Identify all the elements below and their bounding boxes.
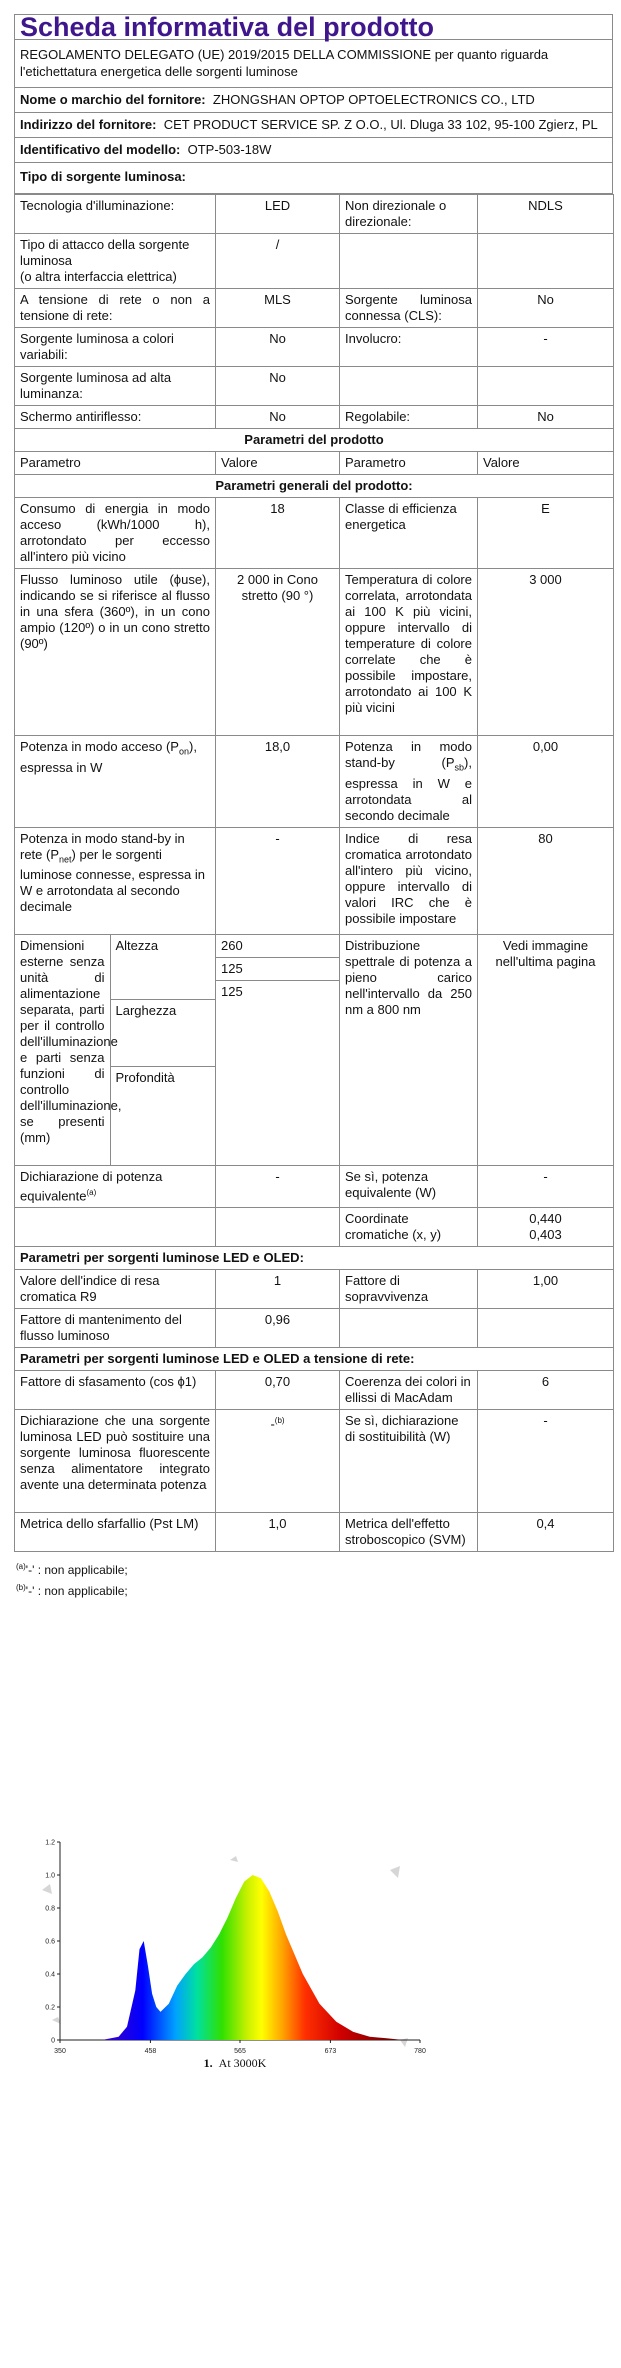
tech-value: LED [216, 195, 340, 234]
equiv-label: Dichiarazione di potenza equivalente$^{(a)}$ [15, 1165, 216, 1207]
table-row [15, 289, 614, 328]
table-row [15, 827, 614, 934]
glare-value: No [216, 406, 340, 429]
col-header: Valore [216, 452, 340, 475]
y-tick-label: 1.0 [45, 1872, 55, 1880]
dimmable-value: No [478, 406, 614, 429]
address-label: Indirizzo del fornitore: [20, 117, 157, 132]
supplier-label: Nome o marchio del fornitore: [20, 92, 206, 107]
cct-label: Temperatura di colore correlata, arrotondata ai 100 K più vicini, oppure intervallo di temperature di colore correlate che è possibile impostare, arrotondato ai 100 K più vicini [340, 569, 478, 736]
y-tick-label: 1.2 [45, 1839, 55, 1847]
dimensions-subtable [15, 935, 215, 1165]
table-row [15, 1512, 614, 1551]
general-header: Parametri generali del prodotto: [15, 475, 614, 498]
spd-value: Vedi immagine nell'ultima pagina [478, 934, 614, 1165]
parameters-table [14, 194, 614, 1552]
cap-label-2: (o altra interfaccia elettrica) [20, 269, 177, 284]
pnet-label: Potenza in modo stand-by in rete $(P_{net})$ per le sorgenti luminose connesse, espressa in W e arrotondata al secondo decimale [15, 827, 216, 934]
width-label: Larghezza [110, 1000, 215, 1067]
tech-label: Tecnologia d'illuminazione: [15, 195, 216, 234]
address-value: CET PRODUCT SERVICE SP. Z O.O., Ul. Dluga 33 102, 95-100 Zgierz, PL [163, 117, 598, 132]
envelope-label: Involucro: [340, 328, 478, 367]
caption-text: At 3000K [218, 2056, 267, 2070]
pon-value: 18,0 [216, 736, 340, 828]
cls-value: No [478, 289, 614, 328]
r9-label: Valore dell'indice di resa cromatica R9 [15, 1269, 216, 1308]
x-tick-label: 458 [144, 2048, 157, 2055]
table-row [15, 1409, 614, 1512]
high-luminance-label: Sorgente luminosa ad alta luminanza: [15, 367, 216, 406]
flux-value: 2 000 in Cono stretto (90 °) [216, 569, 340, 736]
footnotes [14, 1558, 613, 1600]
psb-value: 0,00 [478, 736, 614, 828]
table-row [15, 934, 614, 1165]
envelope-value: - [478, 328, 614, 367]
class-label: Classe di efficienza energetica [340, 498, 478, 569]
supplier-row [15, 88, 612, 113]
sheet-header [14, 14, 613, 194]
y-tick-label: 0 [51, 2037, 55, 2045]
dimensions-values [216, 934, 340, 1165]
col-header: Parametro [15, 452, 216, 475]
table-row [15, 1370, 614, 1409]
pon-label: Potenza in modo acceso $(P_{on})$, espressa in W [15, 736, 216, 828]
table-row [15, 406, 614, 429]
pf-value: 0,70 [216, 1370, 340, 1409]
caption-number: 1. [203, 2056, 213, 2070]
table-row [15, 1165, 614, 1207]
mains-value: MLS [216, 289, 340, 328]
source-type-row [15, 163, 612, 194]
spectrum-area [60, 1875, 420, 2040]
r9-value: 1 [216, 1269, 340, 1308]
model-value: OTP-503-18W [187, 142, 272, 157]
x-tick-label: 780 [414, 2048, 426, 2055]
footnote-a: $^{(a)}$'-' : non applicabile; [16, 1561, 128, 1577]
chroma-label: Coordinate cromatiche (x, y) [340, 1207, 478, 1246]
nondir-label: Non direzionale o direzionale: [340, 195, 478, 234]
cri-value: 80 [478, 827, 614, 934]
y-tick-label: 0.2 [45, 2004, 55, 2012]
col-header: Parametro [340, 452, 478, 475]
table-row [15, 1269, 614, 1308]
chart-plot [60, 1875, 420, 2040]
cap-value: / [216, 234, 340, 289]
macadam-value: 6 [478, 1370, 614, 1409]
pf-label: Fattore di sfasamento (cos ϕ1) [15, 1370, 216, 1409]
svm-label: Metrica dell'effetto stroboscopico (SVM) [340, 1512, 478, 1551]
column-header-row [15, 452, 614, 475]
equiv-w-label: Se sì, potenza equivalente (W) [340, 1165, 478, 1207]
replace-w-label: Se sì, dichiarazione di sostituibilità (W) [340, 1409, 478, 1512]
height-label: Altezza [110, 935, 215, 1000]
regulation-text: REGOLAMENTO DELEGATO (UE) 2019/2015 DELLA COMMISSIONE per quanto riguarda l'etichettatura energetica delle sorgenti luminose [15, 40, 612, 88]
supplier-value: ZHONGSHAN OPTOP OPTOELECTRONICS CO., LTD [212, 92, 535, 107]
table-row [15, 328, 614, 367]
maintenance-label: Fattore di mantenimento del flusso luminoso [15, 1308, 216, 1347]
table-row [15, 234, 614, 289]
address-row [15, 113, 612, 138]
cri-label: Indice di resa cromatica arrotondato all'intero più vicino, oppure intervallo di valori IRC che è possibile impostare [340, 827, 478, 934]
col-header: Valore [478, 452, 614, 475]
equiv-value: - [216, 1165, 340, 1207]
nondir-value: NDLS [478, 195, 614, 234]
table-row [15, 569, 614, 736]
x-tick-label: 350 [54, 2048, 66, 2055]
pst-value: 1,0 [216, 1512, 340, 1551]
spd-label: Distribuzione spettrale di potenza a pieno carico nell'intervallo da 250 nm a 800 nm [340, 934, 478, 1165]
height-value: 260 [216, 935, 339, 958]
page-title: Scheda informativa del prodotto [15, 15, 612, 40]
psb-label: Potenza in modo stand-by $(P_{sb})$, espressa in W e arrotondata al secondo decimale [340, 736, 478, 828]
mains-params-header: Parametri per sorgenti luminose LED e OLED a tensione di rete: [15, 1347, 614, 1370]
survival-label: Fattore di sopravvivenza [340, 1269, 478, 1308]
colour-value: No [216, 328, 340, 367]
colour-label: Sorgente luminosa a colori variabili: [15, 328, 216, 367]
y-tick-label: 0.8 [45, 1905, 55, 1913]
led-header: Parametri per sorgenti luminose LED e OLED: [15, 1246, 614, 1269]
pnet-value: - [216, 827, 340, 934]
params-header: Parametri del prodotto [15, 429, 614, 452]
cap-label: Tipo di attacco della sorgente luminosa [20, 237, 190, 268]
model-row [15, 138, 612, 163]
macadam-label: Coerenza dei colori in ellissi di MacAdam [340, 1370, 478, 1409]
energy-value: 18 [216, 498, 340, 569]
x-tick-label: 565 [234, 2048, 246, 2055]
dims-label: Dimensioni esterne senza unità di alimentazione separata, parti per il controllo dell'illuminazione e parti senza funzioni di controllo dell'illuminazione, se presenti (mm) [15, 935, 110, 1165]
table-row [15, 475, 614, 498]
table-row [15, 1246, 614, 1269]
table-row [15, 429, 614, 452]
table-row [15, 195, 614, 234]
product-information-sheet [14, 14, 613, 1600]
spectrum-caption [40, 2056, 430, 2071]
table-row [15, 1207, 614, 1246]
replace-w-value: - [478, 1409, 614, 1512]
dimensions-cell [15, 934, 216, 1165]
replace-value: -$^{(b)}$ [216, 1409, 340, 1512]
dimmable-label: Regolabile: [340, 406, 478, 429]
model-label: Identificativo del modello: [20, 142, 181, 157]
y-tick-label: 0.6 [45, 1938, 55, 1946]
pst-label: Metrica dello sfarfallio (Pst LM) [15, 1512, 216, 1551]
x-tick-label: 673 [324, 2048, 337, 2055]
glare-label: Schermo antiriflesso: [15, 406, 216, 429]
y-tick-label: 0.4 [45, 1971, 55, 1979]
equiv-w-value: - [478, 1165, 614, 1207]
width-value: 125 [216, 958, 339, 981]
survival-value: 1,00 [478, 1269, 614, 1308]
mains-label: A tensione di rete o non a tensione di rete: [15, 289, 216, 328]
cap-cell [15, 234, 216, 289]
depth-value: 125 [221, 983, 243, 999]
spectrum-figure [40, 1830, 430, 2080]
cls-label: Sorgente luminosa connessa (CLS): [340, 289, 478, 328]
cct-value: 3 000 [478, 569, 614, 736]
table-row [15, 1347, 614, 1370]
maintenance-value: 0,96 [216, 1308, 340, 1347]
svm-value: 0,4 [478, 1512, 614, 1551]
table-row [15, 367, 614, 406]
high-luminance-value: No [216, 367, 340, 406]
footnote-b: $^{(b)}$'-' : non applicabile; [16, 1582, 128, 1598]
spectrum-chart [40, 1830, 430, 2080]
replace-label: Dichiarazione che una sorgente luminosa LED può sostituire una sorgente luminosa fluorescente senza alimentatore integrato avente una determinata potenza [15, 1409, 216, 1512]
table-row [15, 1308, 614, 1347]
table-row [15, 736, 614, 828]
chroma-value: 0,440 0,403 [478, 1207, 614, 1246]
flux-label: Flusso luminoso utile (ϕuse), indicando se si riferisce al flusso in una sfera (360º), in un cono ampio (120º) o in un cono stretto (90º) [15, 569, 216, 736]
depth-label: Profondità [110, 1066, 215, 1131]
source-type-label: Tipo di sorgente luminosa: [20, 169, 186, 184]
table-row [15, 498, 614, 569]
energy-label: Consumo di energia in modo acceso (kWh/1000 h), arrotondato per eccesso all'intero più vicino [15, 498, 216, 569]
class-value: E [478, 498, 614, 569]
